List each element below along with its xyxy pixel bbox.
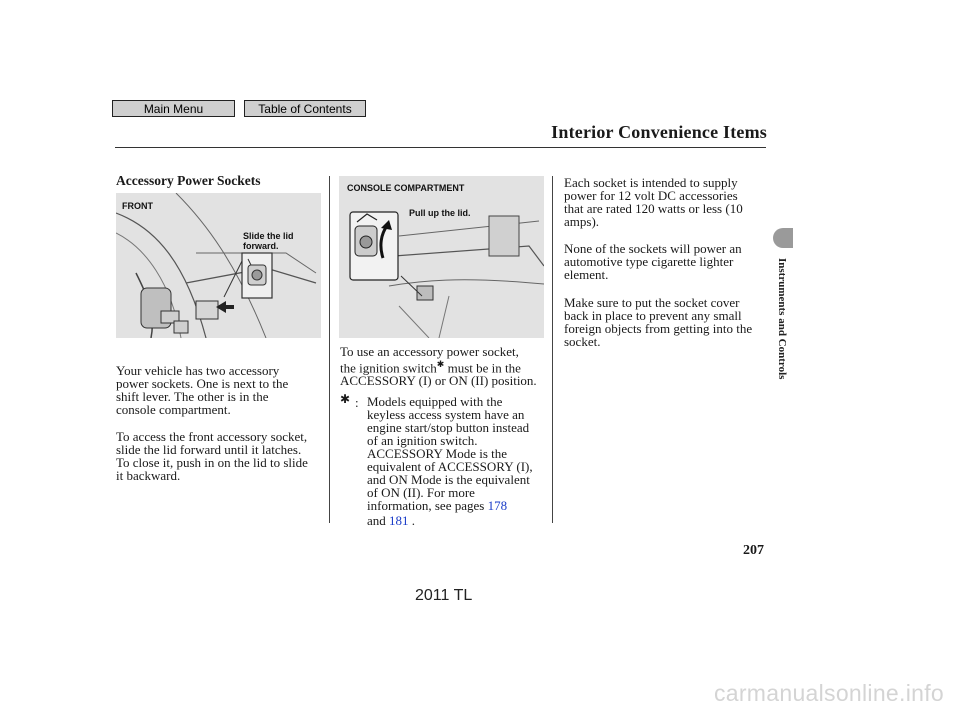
table-of-contents-button[interactable]: Table of Contents bbox=[244, 100, 366, 117]
col1-paragraph-2 bbox=[116, 430, 308, 482]
text-line: equivalent of ACCESSORY (I), bbox=[367, 459, 533, 474]
text-line: foreign objects from getting into the bbox=[564, 321, 753, 336]
text-line: Make sure to put the socket cover bbox=[564, 295, 740, 310]
column-divider-2 bbox=[552, 176, 553, 523]
col1-paragraph-1 bbox=[116, 364, 288, 416]
text-segment: . bbox=[411, 513, 416, 528]
label-front: FRONT bbox=[122, 201, 153, 211]
text-line: Each socket is intended to supply bbox=[564, 175, 738, 190]
text-segment: and bbox=[367, 513, 386, 528]
text-line: power sockets. One is next to the bbox=[116, 376, 289, 391]
label-slide-lid bbox=[243, 231, 294, 251]
text-line bbox=[367, 499, 533, 512]
page-181-link[interactable]: 181 bbox=[389, 513, 409, 528]
model-watermark: 2011 TL bbox=[415, 587, 473, 604]
text-line: and ON Mode is the equivalent bbox=[367, 472, 530, 487]
front-console-drawing bbox=[116, 193, 321, 338]
text-line: shift lever. The other is in the bbox=[116, 389, 269, 404]
text-line: To access the front accessory socket, bbox=[116, 429, 308, 444]
text-line: that are rated 120 watts or less (10 bbox=[564, 201, 743, 216]
console-compartment-drawing bbox=[339, 176, 544, 338]
text-line: socket. bbox=[564, 334, 601, 349]
text-line: slide the lid forward until it latches. bbox=[116, 442, 302, 457]
label-slide-lid-line-2: forward. bbox=[243, 241, 279, 251]
text-line: automotive type cigarette lighter bbox=[564, 254, 734, 269]
footnote-pages-line bbox=[367, 514, 415, 527]
label-console-compartment: CONSOLE COMPARTMENT bbox=[347, 183, 465, 193]
footnote-text bbox=[367, 395, 533, 512]
page-178-link[interactable]: 178 bbox=[487, 498, 508, 513]
front-socket-illustration bbox=[116, 193, 321, 338]
sidebar-section-label: Instruments and Controls bbox=[776, 258, 788, 380]
column-divider-1 bbox=[329, 176, 330, 523]
text-line: it backward. bbox=[116, 468, 181, 483]
label-slide-lid-line-1: Slide the lid bbox=[243, 231, 294, 241]
section-tab-marker bbox=[773, 228, 793, 248]
text-line: engine start/stop button instead bbox=[367, 420, 530, 435]
text-line: To close it, push in on the lid to slide bbox=[116, 455, 308, 470]
text-line: None of the sockets will power an bbox=[564, 241, 742, 256]
text-line bbox=[340, 358, 537, 374]
console-compartment-illustration bbox=[339, 176, 544, 338]
col3-paragraph-1 bbox=[564, 176, 743, 228]
footnote-colon: : bbox=[355, 395, 359, 410]
text-line: element. bbox=[564, 267, 609, 282]
text-line: power for 12 volt DC accessories bbox=[564, 188, 738, 203]
page-number: 207 bbox=[743, 543, 764, 558]
col2-paragraph-1 bbox=[340, 345, 537, 387]
text-line: ACCESSORY Mode is the bbox=[367, 446, 508, 461]
text-line: console compartment. bbox=[116, 402, 231, 417]
text-line: back in place to prevent any small bbox=[564, 308, 742, 323]
text-line: of an ignition switch. bbox=[367, 433, 478, 448]
text-segment: information, see pages bbox=[367, 498, 485, 513]
footer-watermark: carmanualsonline.info bbox=[713, 680, 944, 706]
text-line: To use an accessory power socket, bbox=[340, 344, 519, 359]
label-pull-up-lid: Pull up the lid. bbox=[409, 208, 471, 218]
col3-paragraph-2 bbox=[564, 242, 742, 281]
text-line: of ON (II). For more bbox=[367, 485, 475, 500]
text-segment: the ignition switch bbox=[340, 360, 437, 376]
footnote-marker: ✱ bbox=[340, 392, 351, 406]
text-line: ACCESSORY (I) or ON (II) position. bbox=[340, 373, 537, 389]
section-heading: Accessory Power Sockets bbox=[116, 173, 261, 188]
text-line: Models equipped with the bbox=[367, 394, 503, 409]
text-line: amps). bbox=[564, 214, 600, 229]
text-segment: must be in the bbox=[447, 360, 521, 376]
title-divider bbox=[115, 147, 766, 148]
text-line: keyless access system have an bbox=[367, 407, 525, 422]
text-line: Your vehicle has two accessory bbox=[116, 363, 280, 378]
main-menu-button[interactable]: Main Menu bbox=[112, 100, 235, 117]
footnote-asterisk: ✱ bbox=[436, 359, 445, 369]
col3-paragraph-3 bbox=[564, 296, 752, 348]
page-title: Interior Convenience Items bbox=[551, 122, 767, 142]
